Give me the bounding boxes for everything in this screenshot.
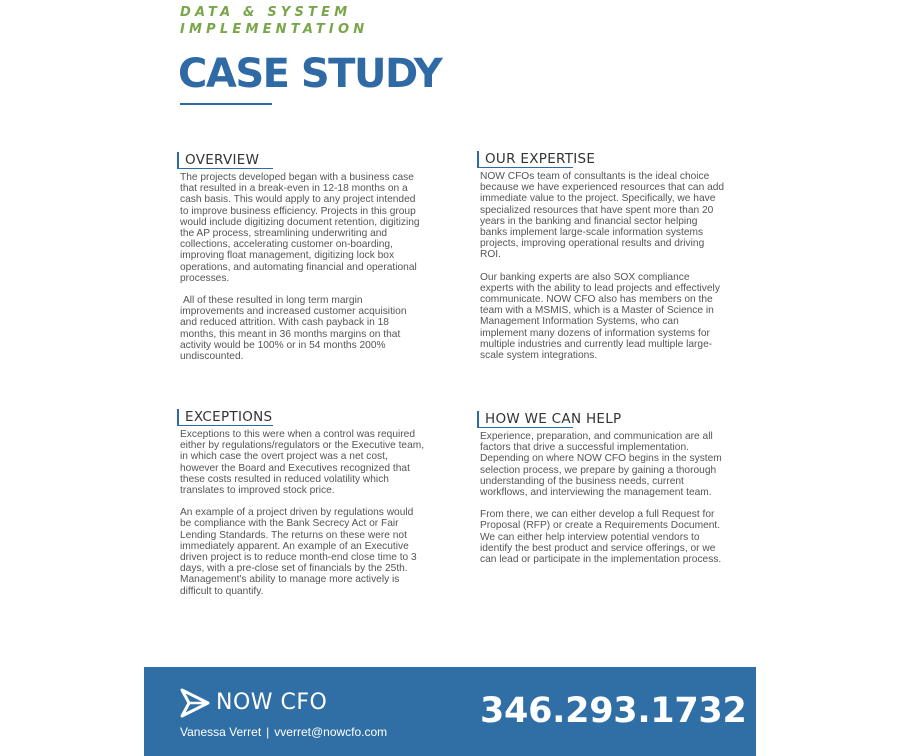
help-paragraph-1: Experience, preparation, and communication are all factors that drive a successful implementation. Depending on where NOW CFO begins in the system selection process, we prepare by gaining a thorough understanding of the business needs, current workflows, and interviewing the management team. [480,431,722,499]
help-paragraph-2: From there, we can either develop a full Request for Proposal (RFP) or create a Requirements Document. We can either help interview potential vendors to identify the best product and service offerings, or we can lead or participate in the implementation process. [480,509,722,566]
overview-section [180,151,425,362]
overview-paragraph-2: All of these resulted in long term margin improvements and increased customer acquisition and reduced attrition. With cash payback in 18 months, this meant in 36 months margins on that activity would be 100% or in 54 months 200% undiscounted. [180,295,407,363]
eyebrow-heading [180,4,368,38]
exceptions-section [180,408,425,597]
title-underline [180,103,272,105]
contact-line [180,724,387,740]
logo-text: NOW CFO [216,690,328,715]
contact-separator: | [266,725,270,739]
expertise-paragraph-2: Our banking experts are also SOX compliance experts with the ability to lead projects and effectively communicate. NOW CFO also has members on the team with a MSMIS, which is a Master of Science in Management Information Systems, who can implement many dozens of information systems for multiple industries and currently lead multiple large-scale system integrations. [480,271,720,362]
expertise-paragraph-1: NOW CFOs team of consultants is the ideal choice because we have experienced resources that can add immediate value to the project. Specifically, we have specialized resources that have spent more than 20 years in the banking and financial sector helping banks implement large-scale information systems projects, improving operational results and driving ROI. [480,171,725,261]
now-cfo-arrow-logo-icon [180,688,210,718]
eyebrow-line-2: IMPLEMENTATION [180,22,369,37]
exceptions-paragraph-1: Exceptions to this were when a control was required either by regulations/regulators or the Executive team, in which case the overt project was a net cost, however the Board and Executives recognized that these costs resulted in reduced volatility which translates to improved stock price. [180,429,425,497]
contact-name: Vanessa Verret [180,725,262,739]
contact-email[interactable]: vverret@nowcfo.com [274,725,388,739]
exceptions-paragraph-2: An example of a project driven by regulations would be compliance with the Bank Secrecy Act or Fair Lending Standards. The returns on these were not immediately apparent. An example of an Executive driven project is to reduce month-end close time to 3 days, with a pre-close set of financials by the 25th. Management's ability to manage more actively is difficult to quantify. [180,507,417,597]
help-section [480,410,725,565]
contact-footer [144,667,756,756]
eyebrow-line-1: DATA & SYSTEM [180,5,352,20]
page-title: CASE STUDY [178,51,442,97]
phone-number[interactable]: 346.293.1732 [480,691,747,731]
exceptions-heading: EXCEPTIONS [180,408,425,426]
overview-heading: OVERVIEW [180,151,425,169]
expertise-heading: OUR EXPERTISE [480,150,725,168]
help-heading: HOW WE CAN HELP [480,410,725,428]
overview-paragraph-1: The projects developed began with a business case that resulted in a break-even in 12-18 months on a cash basis. This would apply to any project intended to improve business efficiency. Projects in this group would include digitizing document retention, digitizing the AP process, streamlining underwriting and collections, accelerating customer on-boarding, improving float management, digitizing lock box operations, and automating financial and operational processes. [180,172,420,284]
expertise-section [480,150,725,361]
